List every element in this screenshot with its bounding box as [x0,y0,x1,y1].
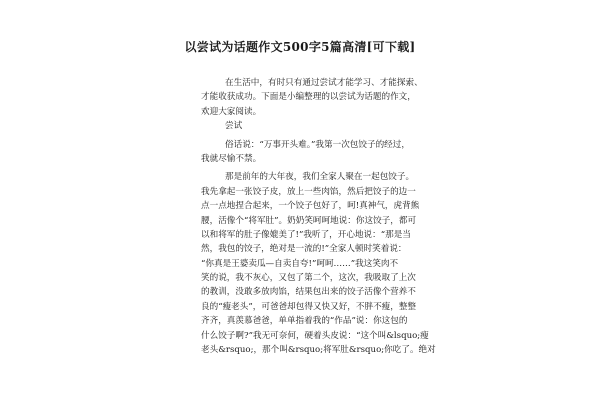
paragraph-line: 然，我包的饺子，绝对是一流的!”全家人顿时笑着说： [201,244,407,255]
section-heading: 尝试 [225,121,243,132]
paragraph-line: 点一点地捏合起来，一个饺子包好了，呵!真神气，虎背熊 [201,201,420,212]
paragraph-line: 在生活中，有时只有通过尝试才能学习、才能探索、 [225,78,423,88]
paragraph-line: 老头&rsquo;，那个叫&rsquo;将军肚&rsquo;你吃了。绝对 [201,345,436,356]
paragraph-line: 我先拿起一张饺子皮，放上一些肉馅，然后把饺子的边一 [201,186,416,197]
paragraph-line: 笑的说，我不灰心，又包了第二个，这次，我吸取了上次 [201,273,416,284]
paragraph-line: “你真是王婆卖瓜—自卖自夸!”呵呵……”我这笑肉不 [201,258,399,269]
document-body [201,76,436,357]
paragraph-line: 齐齐，真羡慕爸爸，单单指着我的“作品”说：你这包的 [201,316,408,327]
paragraph-line: 腰，活像个“将军肚”。奶奶笑呵呵地说：你这饺子，都可 [201,215,417,226]
paragraph-line: 我就尽愉不禁。 [201,153,262,164]
paragraph-line: 俗话说：“万事开头难。”我第一次包饺子的经过， [225,139,410,150]
document-title: 以尝试为话题作文500字5篇高清[可下载] [184,40,416,54]
paragraph-line: 以和将军的肚子像媲美了!”我听了，开心地说：“那是当 [201,229,411,240]
paragraph-line: 良的“瘦老头”，可爸爸却包得又快又好，不胖不瘦，整整 [201,301,417,312]
paragraph-line: 什么饺子啊?”我无可奈何，硬着头皮说：“这个叫&lsquo;瘦 [201,330,429,341]
paragraph-line: 的教训，没敢多放肉馅，结果包出来的饺子活像个营养不 [201,287,416,298]
paragraph-line: 才能收获成功。下面是小编整理的以尝试为话题的作文， [201,92,416,103]
paragraph-line: 那是前年的大年夜，我们全家人聚在一起包饺子。 [225,172,415,183]
paragraph-line: 欢迎大家阅读。 [201,106,262,117]
